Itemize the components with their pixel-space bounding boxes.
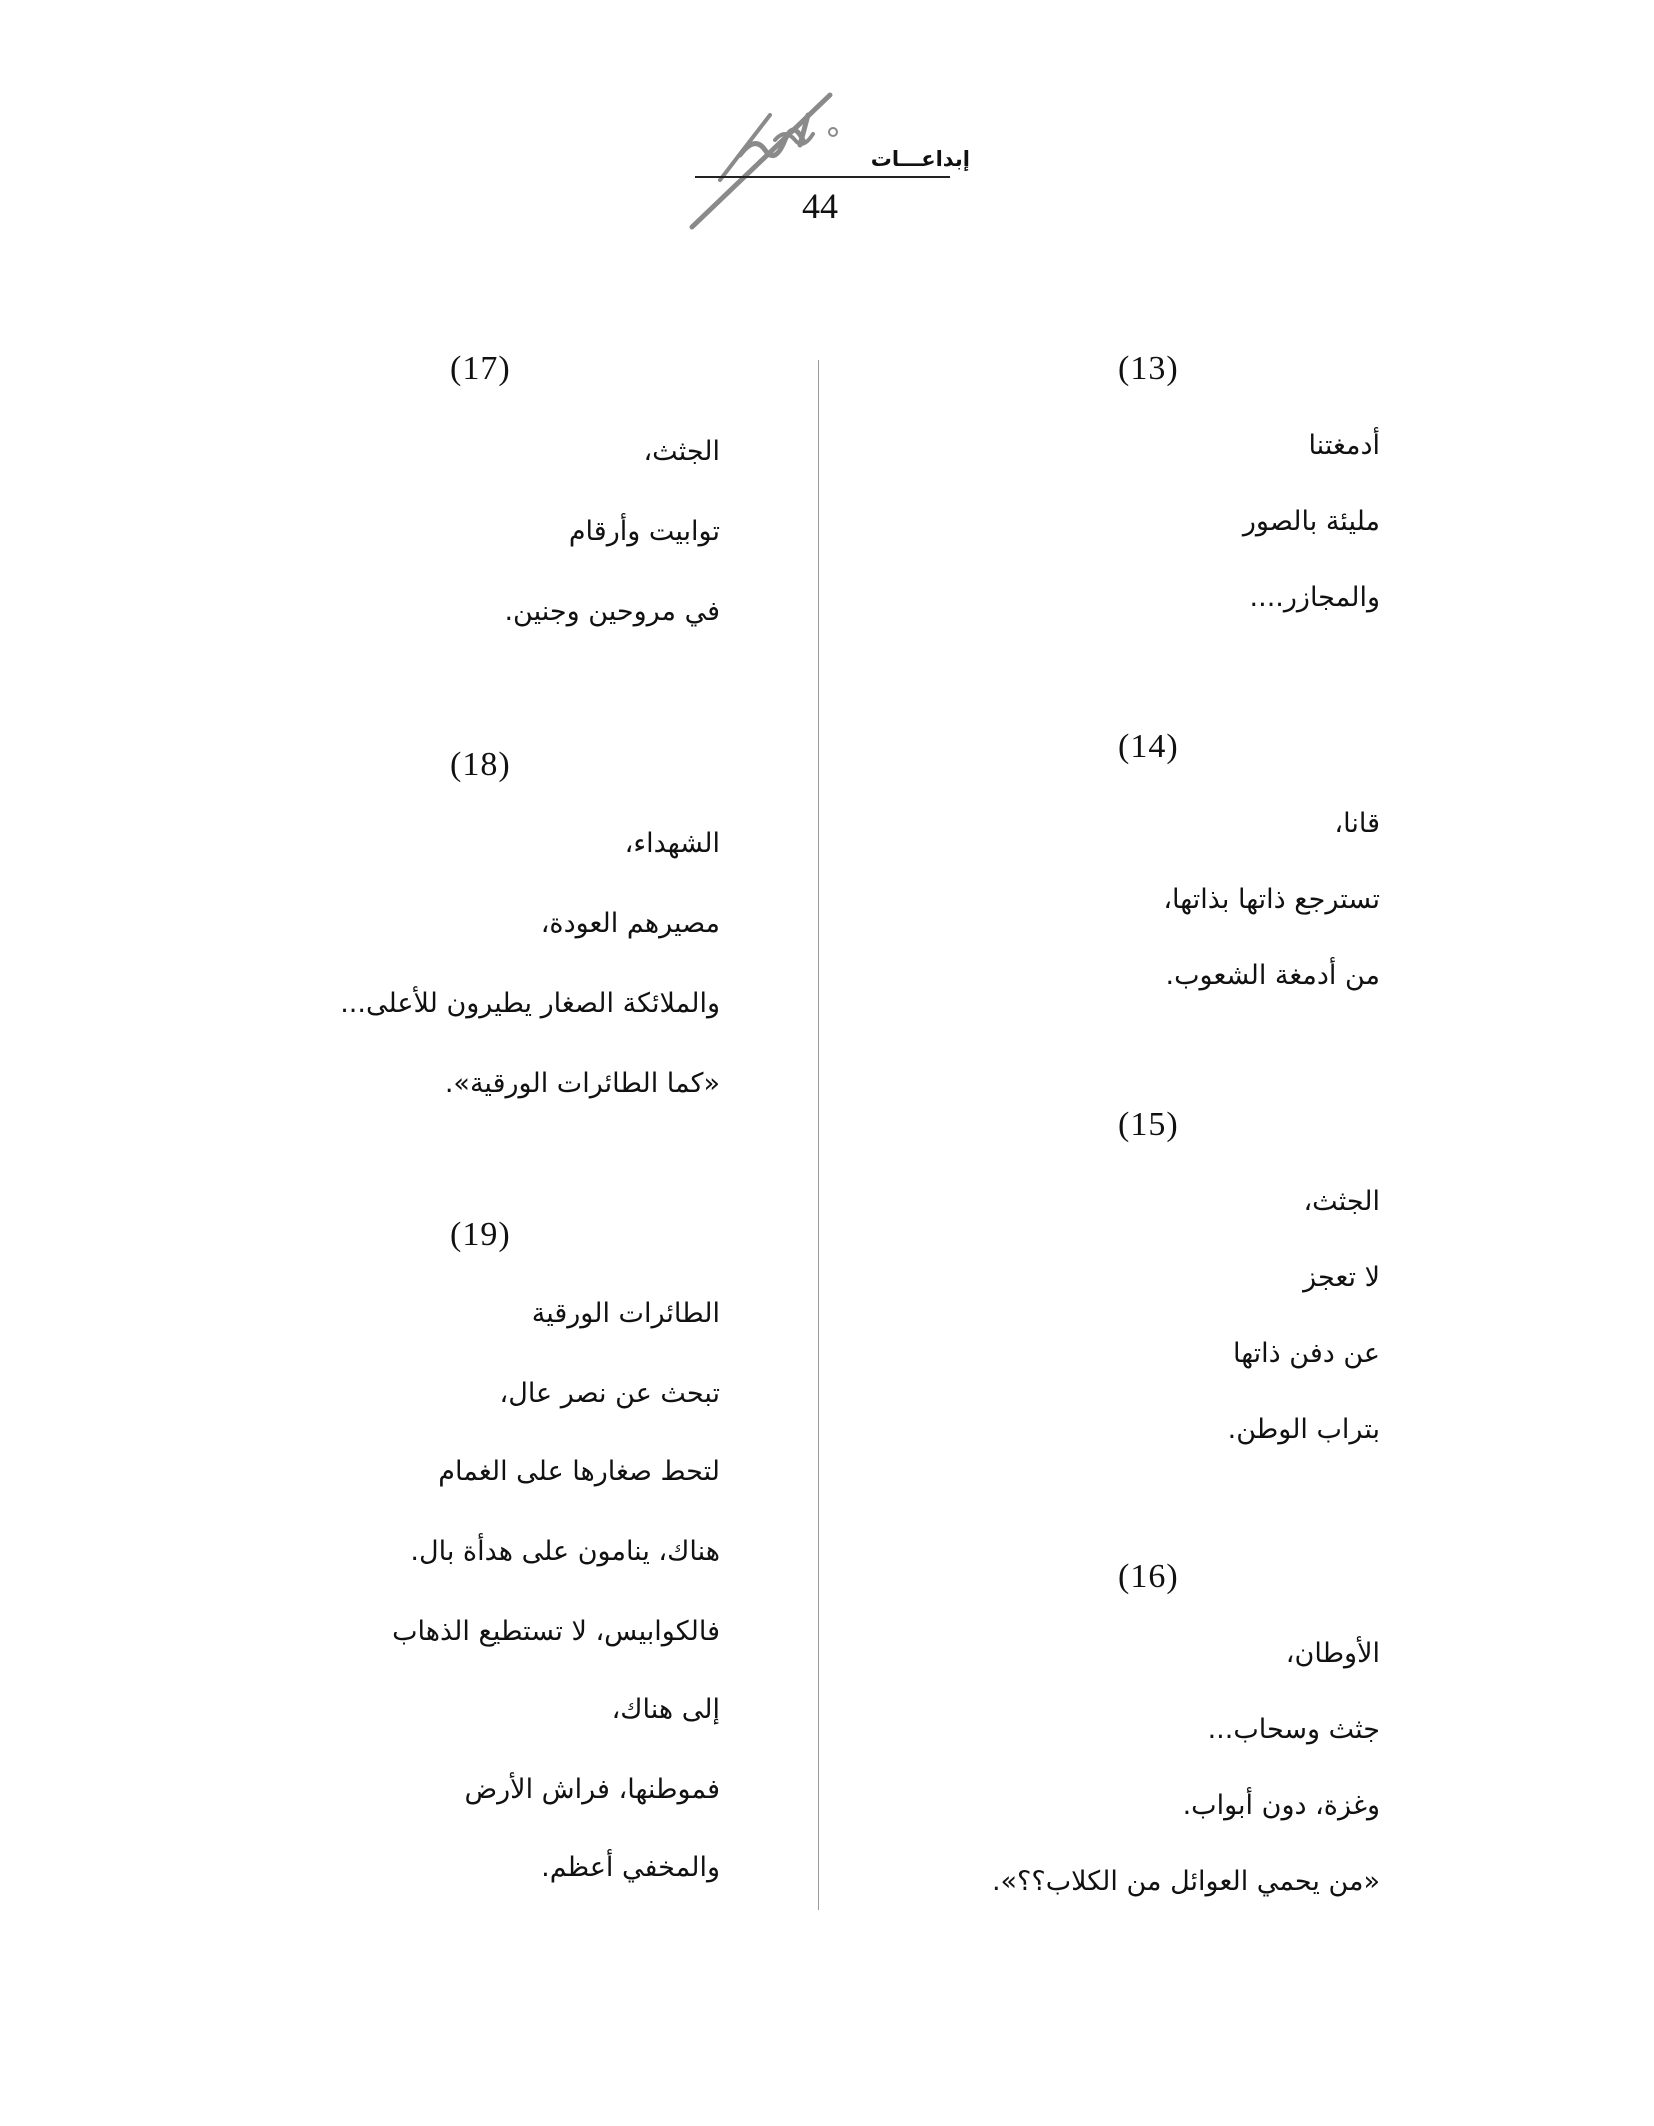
poem-line: بتراب الوطن. [1227,1414,1380,1445]
section-number: (18) [450,746,511,783]
page-number: 44 [802,186,838,226]
poem-line: جثث وسحاب... [1207,1714,1380,1745]
section-number: (19) [450,1216,511,1253]
poem-line: الجثث، [1303,1186,1380,1217]
section-number: (16) [1118,1558,1179,1595]
poem-line: تبحث عن نصر عال، [499,1378,720,1409]
poem-line: والمخفي أعظم. [541,1852,720,1883]
poem-line: فالكوابيس، لا تستطيع الذهاب [392,1616,720,1647]
poem-line: هناك، ينامون على هدأة بال. [410,1536,720,1567]
poem-line: في مروحين وجنين. [504,596,720,627]
section-number: (17) [450,350,511,387]
poem-line: عن دفن ذاتها [1232,1338,1380,1369]
poem-line: الجثث، [643,436,720,467]
poem-line: «من يحمي العوائل من الكلاب؟؟». [991,1866,1380,1897]
poem-line: مصيرهم العودة، [540,908,720,939]
poem-line: والملائكة الصغار يطيرون للأعلى... [340,988,720,1019]
poem-line: توابيت وأرقام [568,516,720,547]
poem-line: والمجازر.... [1249,582,1380,613]
page-header [680,85,970,235]
section-number: (15) [1118,1106,1179,1143]
poem-line: أدمغتنا [1308,430,1380,461]
poem-line: «كما الطائرات الورقية». [444,1068,720,1099]
section-number: (14) [1118,728,1179,765]
poem-line: الأوطان، [1285,1638,1380,1669]
poem-line: مليئة بالصور [1242,506,1380,537]
poem-line: وغزة، دون أبواب. [1182,1790,1380,1821]
poem-line: فموطنها، فراش الأرض [464,1774,720,1805]
poem-line: قانا، [1334,808,1380,839]
poem-line: تسترجع ذاتها بذاتها، [1163,884,1380,915]
poem-line: إلى هناك، [611,1694,720,1725]
header-title: إبداعـــات [870,147,970,171]
section-number: (13) [1118,350,1179,387]
poem-line: الشهداء، [624,828,720,859]
column-divider [818,360,819,1910]
poem-line: الطائرات الورقية [531,1298,720,1329]
poem-line: من أدمغة الشعوب. [1165,960,1380,991]
poem-line: لا تعجز [1303,1262,1380,1293]
poem-line: لتحط صغارها على الغمام [438,1456,720,1487]
